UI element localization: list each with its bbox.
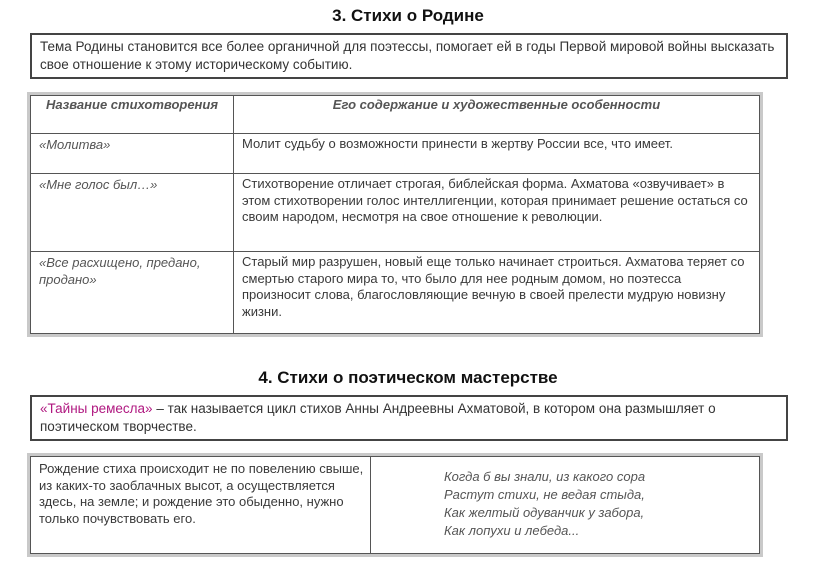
poem-description-cell: Старый мир разрушен, новый еще только начинает строиться. Ахматова теряет со смертью старого мира то, что было для нее родным домом, но поэтесса произносит слова, благословляющие вечную в своей прелести мудрую новизну жизни.: [234, 252, 760, 334]
creation-description-text: Рождение стиха происходит не по повелению свыше, из каких-то заоблачных высот, а осуществляется здесь, на земле; и рождение это обыденно, нужно только почувствовать его.: [39, 461, 364, 526]
section4-intro-text: – так называется цикл стихов Анны Андреевны Ахматовой, в котором она размышляет о поэтическом творчестве.: [40, 401, 716, 434]
section3-heading: 3. Стихи о Родине: [332, 6, 484, 25]
column-header-title: Название стихотворения: [31, 96, 234, 134]
column-header-content: Его содержание и художественные особенности: [234, 96, 760, 134]
poem-line: Когда б вы знали, из какого сора: [444, 469, 646, 484]
poem-title-cell: «Мне голос был…»: [31, 174, 234, 252]
section4-heading: 4. Стихи о поэтическом мастерстве: [258, 368, 558, 387]
poem-title-cell: «Все расхищено, предано, продано»: [31, 252, 234, 334]
table-row: [31, 252, 760, 334]
poem-line: Как желтый одуванчик у забора,: [444, 505, 645, 520]
creation-description-cell: [31, 457, 371, 554]
section4-table: [27, 453, 763, 557]
poem-description-cell: Стихотворение отличает строгая, библейская форма. Ахматова «озвучивает» в этом стихотворении голос интеллигенции, которая принимает решение остаться со своим народом, несмотря на свое отношение к революции.: [234, 174, 760, 252]
poem-line: Растут стихи, не ведая стыда,: [444, 487, 645, 502]
cycle-title-highlight: «Тайны ремесла»: [40, 401, 153, 416]
section4-intro-box: [30, 395, 788, 441]
section3-intro-box: [30, 33, 788, 79]
poem-quote-cell: [371, 457, 760, 554]
section3-table: [27, 92, 763, 337]
section3-intro-text: Тема Родины становится все более органичной для поэтессы, помогает ей в годы Первой мировой войны высказать свое отношение к этому историческому событию.: [40, 39, 775, 72]
poem-description-cell: Молит судьбу о возможности принести в жертву России все, что имеет.: [234, 134, 760, 174]
poem-line: Как лопухи и лебеда...: [444, 523, 580, 538]
poem-title-cell: «Молитва»: [31, 134, 234, 174]
poem-quote: [372, 458, 758, 540]
table-row: [31, 134, 760, 174]
table-row: [31, 174, 760, 252]
